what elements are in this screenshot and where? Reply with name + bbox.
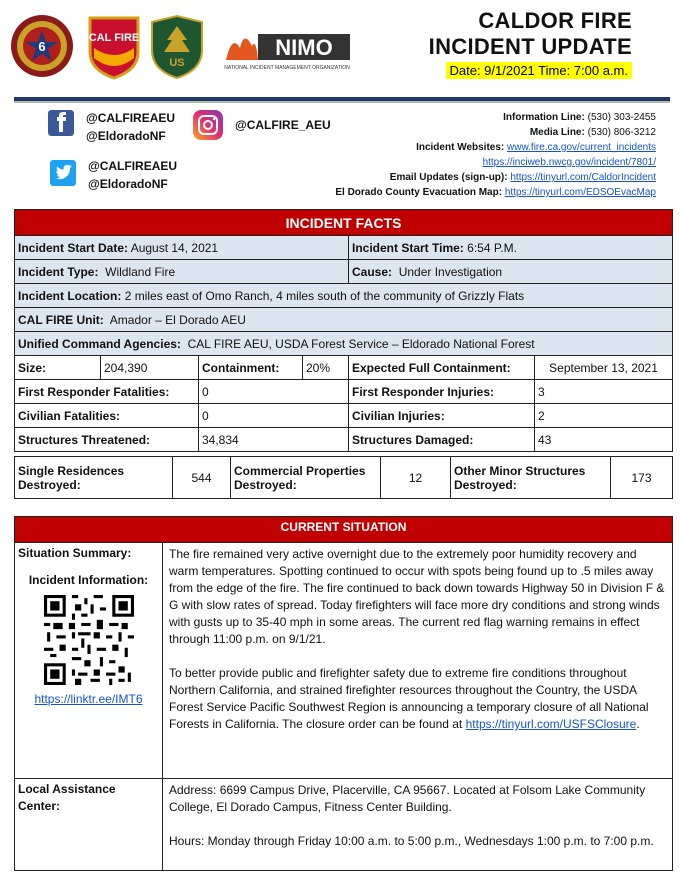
local-assistance-label: Local Assistance Center: (15, 779, 163, 871)
contact-info-block (335, 110, 656, 200)
media-line-label: Media Line: (529, 127, 585, 138)
qr-code-icon[interactable] (44, 595, 134, 685)
fr-injuries-value: 3 (535, 380, 673, 404)
twitter-handle-1[interactable]: @CALFIREAEU (88, 159, 178, 173)
twitter-handles[interactable] (88, 157, 177, 193)
svg-text:NATIONAL INCIDENT MANAGEMENT O: NATIONAL INCIDENT MANAGEMENT ORGANIZATION (224, 65, 350, 71)
cause-cell: Cause: Under Investigation (349, 260, 673, 284)
civilian-fatalities-value: 0 (199, 404, 349, 428)
expected-containment-label: Expected Full Containment: (349, 356, 535, 380)
situation-right-cell (163, 543, 673, 779)
situation-paragraph-1: The fire remained very active overnight due to the extremely poor humidity recovery and warm temperatures. Spotting continued to occur with spots being found up to .5 miles away from the edge of the fire. The fire continued to back down towards Highway 50 in Division F & G with slow rates of spread. Today firefighters will face more dry conditions and strong winds with gusts up to 35-40 mph in some areas. The current red flag warning remains in effect through 11:00 p.m. on 9/1/21. (169, 547, 665, 646)
local-assistance-hours: Hours: Monday through Friday 10:00 a.m. to 5:00 p.m., Wednesdays 1:00 p.m. to 7:00 p.m. (169, 834, 654, 848)
fr-fatalities-value: 0 (199, 380, 349, 404)
incident-facts-table (14, 209, 673, 452)
twitter-icon[interactable] (50, 160, 76, 186)
single-residences-label: Single Residences Destroyed: (15, 457, 173, 499)
situation-paragraph-2 (169, 665, 666, 733)
size-value: 204,390 (101, 356, 199, 380)
svg-text:NIMO: NIMO (275, 35, 333, 60)
facebook-handle-2[interactable]: @EldoradoNF (86, 129, 166, 143)
containment-value: 20% (303, 356, 349, 380)
incident-information-label: Incident Information: (28, 573, 149, 587)
local-assistance-address: Address: 6699 Campus Drive, Placerville, CA 95667. Located at Folsom Lake Community College, El Dorado Campus, Fitness Center Building. (169, 783, 646, 814)
websites-label: Incident Websites: (416, 142, 505, 153)
commercial-properties-value: 12 (381, 457, 451, 499)
fire-department-badge-icon (10, 14, 74, 78)
current-situation-table (14, 516, 673, 871)
forest-service-shield-icon (148, 14, 206, 80)
start-date-cell: Incident Start Date: August 14, 2021 (15, 236, 349, 260)
evac-map-label: El Dorado County Evacuation Map: (335, 187, 503, 198)
destroyed-structures-table (14, 456, 673, 499)
cal-fire-logo-icon (86, 14, 142, 80)
svg-text:6: 6 (38, 39, 46, 54)
situation-paragraph-2-end: . (636, 717, 640, 731)
svg-text:CAL FIRE: CAL FIRE (88, 32, 140, 44)
situation-summary-label: Situation Summary: (18, 546, 132, 560)
date-time-badge: Date: 9/1/2021 Time: 7:00 a.m. (446, 62, 633, 79)
facebook-handle-1[interactable]: @CALFIREAEU (86, 111, 176, 125)
fr-fatalities-label: First Responder Fatalities: (15, 380, 199, 404)
facebook-handles[interactable] (86, 109, 175, 145)
instagram-icon[interactable] (193, 110, 223, 140)
email-updates-label: Email Updates (sign-up): (389, 172, 508, 183)
civilian-fatalities-label: Civilian Fatalities: (15, 404, 199, 428)
incident-type-cell: Incident Type: Wildland Fire (15, 260, 349, 284)
title-block (429, 8, 632, 80)
size-label: Size: (15, 356, 101, 380)
single-residences-value: 544 (173, 457, 231, 499)
current-situation-header: CURRENT SITUATION (15, 517, 673, 543)
agency-logos (10, 14, 370, 84)
situation-paragraph-2-text: To better provide public and firefighter safety due to extreme fire conditions throughout Northern California, and strained firefighter resources throughout the Country, the USDA Forest Service Pacific Southwest Region is announcing a temporary closure of all National Forests in California. The closure order can be found at (169, 666, 649, 731)
unified-command-cell: Unified Command Agencies: CAL FIRE AEU, USDA Forest Service – Eldorado National Forest (15, 332, 673, 356)
facebook-icon[interactable] (48, 110, 74, 136)
civilian-injuries-label: Civilian Injuries: (349, 404, 535, 428)
incident-facts-header: INCIDENT FACTS (15, 210, 673, 236)
header-divider-shadow (14, 101, 670, 103)
situation-left-cell (15, 543, 163, 779)
nimo-logo-icon (222, 28, 352, 72)
website-link-inciweb[interactable]: https://inciweb.nwcg.gov/incident/7801/ (482, 157, 656, 168)
info-line-label: Information Line: (503, 112, 585, 123)
page-title: CALDOR FIRE (478, 8, 632, 33)
page-subtitle: INCIDENT UPDATE (428, 34, 632, 59)
svg-text:US: US (169, 57, 185, 69)
linktree-link[interactable]: https://linktr.ee/IMT6 (34, 692, 143, 706)
email-updates-link[interactable]: https://tinyurl.com/CaldorIncident (510, 172, 656, 183)
incident-location-cell: Incident Location: 2 miles east of Omo Ranch, 4 miles south of the community of Grizzly Flats (15, 284, 673, 308)
instagram-handle[interactable]: @CALFIRE_AEU (235, 118, 331, 132)
structures-threatened-value: 34,834 (199, 428, 349, 452)
structures-damaged-label: Structures Damaged: (349, 428, 535, 452)
expected-containment-value: September 13, 2021 (535, 356, 673, 380)
minor-structures-value: 173 (611, 457, 673, 499)
cal-fire-unit-cell: CAL FIRE Unit: Amador – El Dorado AEU (15, 308, 673, 332)
start-time-cell: Incident Start Time: 6:54 P.M. (349, 236, 673, 260)
containment-label: Containment: (199, 356, 303, 380)
usfs-closure-link[interactable]: https://tinyurl.com/USFSClosure (465, 717, 637, 731)
structures-damaged-value: 43 (535, 428, 673, 452)
structures-threatened-label: Structures Threatened: (15, 428, 199, 452)
info-line-value: (530) 303-2455 (587, 112, 656, 123)
website-link-fire[interactable]: www.fire.ca.gov/current_incidents (507, 142, 656, 153)
media-line-value: (530) 806-3212 (587, 127, 656, 138)
twitter-handle-2[interactable]: @EldoradoNF (88, 177, 168, 191)
minor-structures-label: Other Minor Structures Destroyed: (451, 457, 611, 499)
civilian-injuries-value: 2 (535, 404, 673, 428)
fr-injuries-label: First Responder Injuries: (349, 380, 535, 404)
local-assistance-cell (163, 779, 673, 871)
evac-map-link[interactable]: https://tinyurl.com/EDSOEvacMap (504, 187, 656, 198)
commercial-properties-label: Commercial Properties Destroyed: (231, 457, 381, 499)
